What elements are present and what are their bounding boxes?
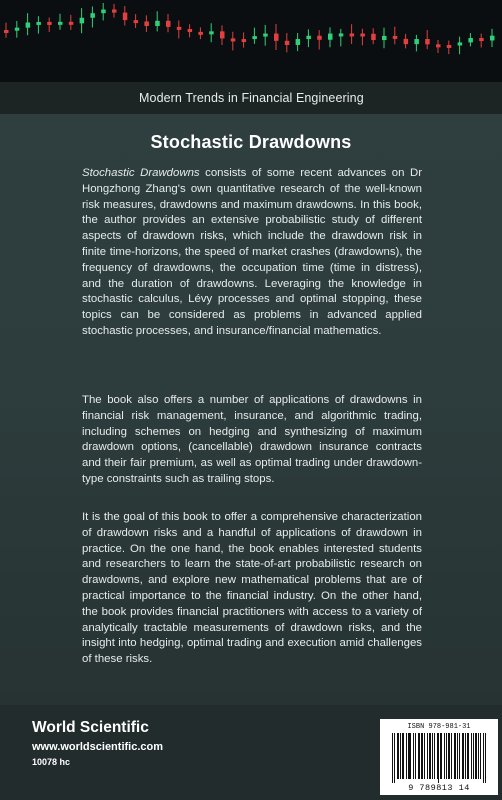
candle-body [479,38,484,41]
candle-body [101,10,106,14]
barcode-bar [402,733,403,779]
candle-body [328,34,333,40]
barcode-bar [392,733,393,783]
publisher-website: www.worldscientific.com [32,741,164,753]
candle-body [134,20,139,23]
candle-body [36,22,41,25]
barcode-bar [440,733,441,779]
barcode-bar [462,733,463,779]
candle-body [198,32,203,35]
candle-body [458,42,463,45]
barcode-bar [465,733,466,779]
candle-body [382,36,387,40]
barcode-bar [432,733,433,779]
series-title: Modern Trends in Financial Engineering [139,91,364,105]
candle-body [144,21,149,26]
barcode-bar [451,733,452,779]
candlestick-chart-banner [0,0,502,82]
barcode-bar [408,733,409,779]
blurb-paragraph-1 [82,166,422,340]
barcode-bar [480,733,481,779]
barcode-bar [421,733,422,779]
barcode-bar [403,733,404,779]
candle-body [371,34,376,40]
candle-body [436,44,441,47]
barcode-bar [459,733,460,779]
candle-body [231,38,236,41]
barcode-bar [457,733,458,779]
blurb-paragraph-3: It is the goal of this book to offer a comprehensive characterization of drawdown risks and a handful of applications of drawdown in practice. On the one hand, the book enables interested students and researchers to learn the state-of-art probabilistic research on drawdowns, and explore new mathematical problems that are of practical importance to the financial industry. On the other hand, the book provides financial practitioners with access to a variety of analytically tractable measurements of drawdown risks, and the insight into hedging, optimal trading and execution amid challenges of these risks. [82,511,422,666]
barcode-bar [446,733,447,779]
barcode-bar [444,733,445,779]
barcode-bar [418,733,419,779]
series-title-bar [0,82,502,114]
barcode-bar [430,733,431,779]
barcode-bar [448,733,449,779]
candle-body [490,36,495,41]
book-title: Stochastic Drawdowns [150,132,352,152]
barcode-bar [434,733,435,779]
catalog-code: 10078 hc [32,757,71,767]
barcode-bar [406,733,407,779]
barcode-bar [397,733,398,779]
candle-body [317,36,322,40]
candle-body [296,39,301,45]
candle-body [112,10,117,13]
barcode-bar [449,733,450,779]
candle-body [177,27,182,30]
barcode-bar [437,733,438,779]
candle-body [69,22,74,25]
candle-body [15,28,19,31]
candle-body [263,34,268,37]
barcode-bar [476,733,477,779]
candle-body [58,22,63,25]
barcode-bar [455,733,456,779]
barcode-bars [392,733,486,783]
barcode-digits: 9 789813 14 [408,783,470,793]
candle-body [220,31,225,38]
blurb-paragraph-2: The book also offers a number of applications of drawdowns in financial risk management, insurance, and algorithmic trading, including schemes on hedging and synthesizing of maximum drawdown options, (cancellable) drawdown insurance contracts and their fair premium, as well as optimal trading under drawdown-type constraints such as trailing stops. [82,394,422,485]
barcode-bar [485,733,486,783]
barcode-bar [468,733,469,779]
publisher-name: World Scientific [32,719,149,736]
candle-body [123,13,128,20]
candle-body [209,31,214,34]
barcode-bar [429,733,430,779]
barcode-bar [467,733,468,779]
candle-body [4,30,9,33]
candlestick-chart [0,0,502,82]
candle-body [404,39,409,44]
barcode-bar [463,733,464,779]
barcode-bar [398,733,399,779]
blurb-paragraph-1-text: consists of some recent advances on Dr Hongzhong Zhang's own quantitative research of the well-known risk measures, drawdowns and maximum drawdowns. In this book, the author provides an extensive probabilistic study of different aspects of drawdown risks, which include the drawdown risk in finite time-horizons, the speed of market crashes (drawdowns), the frequency of drawdowns, the occupation time (time in distress), and the duration of drawdowns. Leveraging the knowledge in stochastic calculus, Lévy processes and optimal stopping, these topics can be considered as problems in advanced applied stochastic processes, and insurance/financial mathematics. [82,167,422,337]
candle-body [274,34,279,41]
candle-body [155,21,160,26]
barcode-bar [409,733,410,779]
barcode-bar [471,733,472,779]
candle-body [90,13,95,18]
candle-body [447,45,452,48]
barcode-bar [441,733,442,779]
candle-body [360,34,365,37]
candle-body [166,21,171,27]
back-cover-panel [0,114,502,705]
candle-body [468,38,473,42]
barcode-bar [413,733,414,779]
candle-body [306,36,311,39]
barcode-bar [400,733,401,779]
barcode-bar [424,733,425,779]
candle-body [339,33,344,36]
barcode-bar [415,733,416,779]
candle-body [47,22,52,25]
candle-body [188,29,193,32]
barcode-bar [473,733,474,779]
candle-body [414,39,419,44]
isbn-barcode [380,719,498,795]
candle-body [252,36,257,39]
barcode-bar [483,733,484,783]
barcode-bar [427,733,428,779]
blurb-italic-title: Stochastic Drawdowns [82,167,200,179]
candle-body [26,22,31,27]
candle-body [350,33,355,36]
candle-body [285,41,290,45]
barcode-bar [410,733,411,779]
candle-body [242,39,247,42]
barcode-bar [394,733,395,783]
publisher-footer [0,705,502,800]
barcode-bar [419,733,420,779]
candle-body [425,39,430,44]
barcode-bar [438,733,439,783]
barcode-bar [478,733,479,779]
barcode-bar [422,733,423,779]
isbn-label: ISBN 978-981-31 [407,723,471,731]
barcode-bar [475,733,476,779]
candle-body [80,18,85,24]
candle-body [393,36,398,39]
barcode-bar [454,733,455,779]
